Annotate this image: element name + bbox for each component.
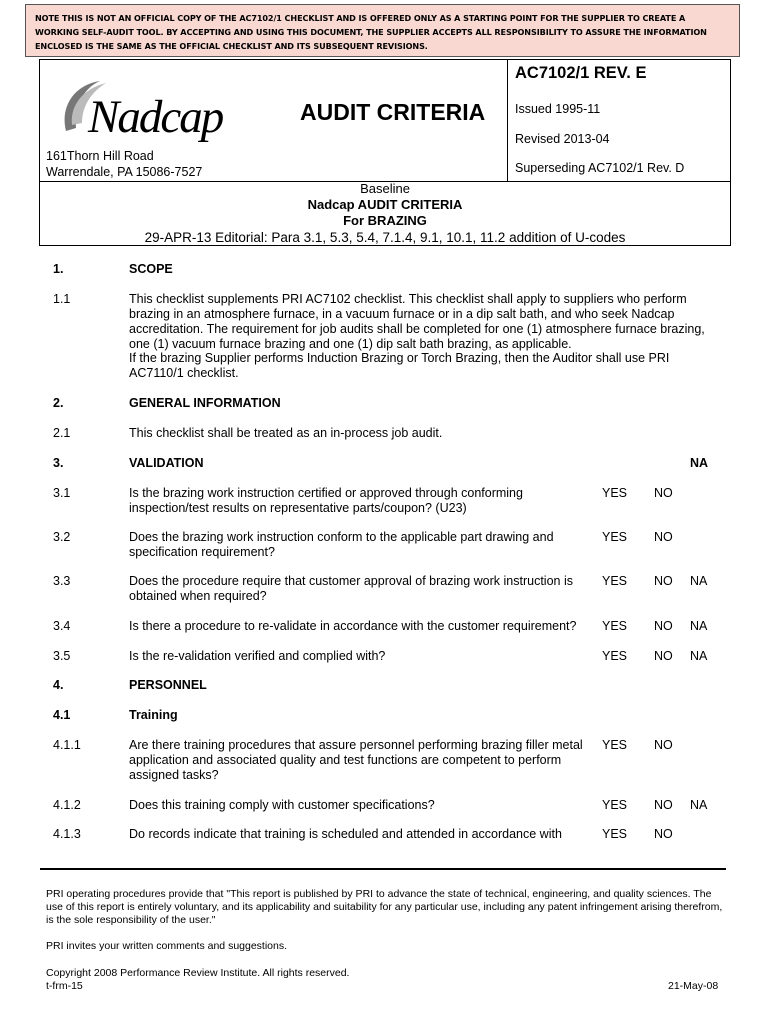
nadcap-logo: Nadcap [88, 91, 223, 143]
answer-no[interactable]: NO [654, 649, 673, 663]
answer-no[interactable]: NO [654, 738, 673, 752]
answer-no[interactable]: NO [654, 530, 673, 544]
document-id: AC7102/1 REV. E [515, 64, 647, 82]
section-number: 4. [53, 678, 64, 692]
issued-date: Issued 1995-11 [515, 102, 601, 116]
item-text: Does the procedure require that customer approval of brazing work instruction is obtained when required? [129, 574, 573, 603]
item-text: Is the re-validation verified and complied with? [129, 649, 386, 663]
item-number: 1.1 [53, 292, 71, 306]
item-text-continued: If the brazing Supplier performs Induction Brazing or Torch Brazing, then the Auditor shall use PRI AC7110/1 checklist. [129, 351, 670, 380]
answer-no[interactable]: NO [654, 827, 673, 841]
footer-form-id: t-frm-15 [46, 980, 83, 992]
item-text: This checklist supplements PRI AC7102 checklist. This checklist shall apply to suppliers who perform brazing in an atmosphere furnace, in a vacuum furnace or in a dip salt bath, and who seek Nadcap accreditation. The requirement for job audits shall be completed for one (1) atmosphere furnace brazing, one (1) vacuum furnace brazing and one (1) dip salt bath brazing, as applicable. [129, 292, 705, 351]
answer-no[interactable]: NO [654, 574, 673, 588]
section-number: 1. [53, 262, 64, 276]
answer-yes[interactable]: YES [602, 798, 628, 812]
revised-date: Revised 2013-04 [515, 132, 610, 146]
section-heading: VALIDATION [129, 456, 204, 470]
answer-yes[interactable]: YES [602, 486, 628, 500]
address-line-2: Warrendale, PA 15086-7527 [46, 165, 203, 179]
item-number: 3.2 [53, 530, 71, 544]
answer-no[interactable]: NO [654, 798, 673, 812]
item-number: 4.1.3 [53, 827, 81, 841]
footer-divider [40, 868, 726, 870]
answer-yes[interactable]: YES [602, 574, 628, 588]
subsection-number: 4.1 [53, 708, 71, 722]
editorial-note: 29-APR-13 Editorial: Para 3.1, 5.3, 5.4, 7.1.4, 9.1, 10.1, 11.2 addition of U-codes [144, 230, 626, 245]
na-column-header: NA [690, 456, 709, 470]
item-number: 3.4 [53, 619, 71, 633]
item-text: Is the brazing work instruction certified or approved through conforming inspection/test results on representative parts/coupon? (U23) [129, 486, 523, 515]
item-number: 3.5 [53, 649, 71, 663]
answer-yes[interactable]: YES [602, 530, 628, 544]
section-number: 2. [53, 396, 64, 410]
subtitle-criteria: Nadcap AUDIT CRITERIA [307, 197, 463, 212]
item-number: 2.1 [53, 426, 71, 440]
answer-na[interactable]: NA [690, 798, 708, 812]
footer-invite: PRI invites your written comments and suggestions. [46, 940, 288, 952]
item-text: This checklist shall be treated as an in-process job audit. [129, 426, 443, 440]
item-text: Are there training procedures that assure personnel performing brazing filler metal application and associated quality and test functions are competent to perform assigned tasks? [129, 738, 583, 782]
answer-na[interactable]: NA [690, 574, 708, 588]
item-text: Is there a procedure to re-validate in accordance with the customer requirement? [129, 619, 577, 633]
item-text: Does this training comply with customer specifications? [129, 798, 435, 812]
header-top-border [39, 59, 731, 60]
answer-yes[interactable]: YES [602, 738, 628, 752]
footer-copyright: Copyright 2008 Performance Review Institute. All rights reserved. [46, 967, 350, 979]
header-divider [507, 59, 508, 182]
footer-disclaimer: PRI operating procedures provide that "This report is published by PRI to advance the state of technical, engineering, and quality sciences. The use of this report is entirely voluntary, and its applicability and suitability for any particular use, including any patent infringement arising therefrom, is the sole responsibility of the user." [46, 888, 723, 926]
footer-date: 21-May-08 [668, 980, 719, 992]
answer-no[interactable]: NO [654, 486, 673, 500]
page-title: AUDIT CRITERIA [300, 99, 486, 125]
answer-yes[interactable]: YES [602, 619, 628, 633]
item-number: 4.1.1 [53, 738, 81, 752]
baseline-label: Baseline [360, 181, 410, 196]
header-right-border [730, 59, 731, 246]
item-text: Does the brazing work instruction conform to the applicable part drawing and specification requirement? [129, 530, 554, 559]
item-number: 4.1.2 [53, 798, 81, 812]
address-line-1: 161Thorn Hill Road [46, 149, 154, 163]
item-number: 3.3 [53, 574, 71, 588]
item-text: Do records indicate that training is scheduled and attended in accordance with [129, 827, 562, 841]
section-heading: PERSONNEL [129, 678, 207, 692]
superseding-note: Superseding AC7102/1 Rev. D [515, 161, 685, 175]
section-heading: GENERAL INFORMATION [129, 396, 281, 410]
section-number: 3. [53, 456, 64, 470]
item-number: 3.1 [53, 486, 71, 500]
section-heading: SCOPE [129, 262, 173, 276]
answer-yes[interactable]: YES [602, 649, 628, 663]
answer-no[interactable]: NO [654, 619, 673, 633]
answer-na[interactable]: NA [690, 649, 708, 663]
subsection-heading: Training [129, 708, 178, 722]
answer-yes[interactable]: YES [602, 827, 628, 841]
subtitle-brazing: For BRAZING [343, 213, 427, 228]
answer-na[interactable]: NA [690, 619, 708, 633]
disclaimer-notice: NOTE THIS IS NOT AN OFFICIAL COPY OF THE AC7102/1 CHECKLIST AND IS OFFERED ONLY AS A STARTING POINT FOR THE SUPPLIER TO CREATE A WORKING SELF-AUDIT TOOL. BY ACCEPTING AND USING THIS DOCUMENT, THE SUPPLIER ACCEPTS ALL RESPONSIBILITY TO ASSURE THE INFORMATION ENCLOSED IS THE SAME AS THE OFFICIAL CHECKLIST AND ITS SUBSEQUENT REVISIONS. [25, 4, 740, 57]
